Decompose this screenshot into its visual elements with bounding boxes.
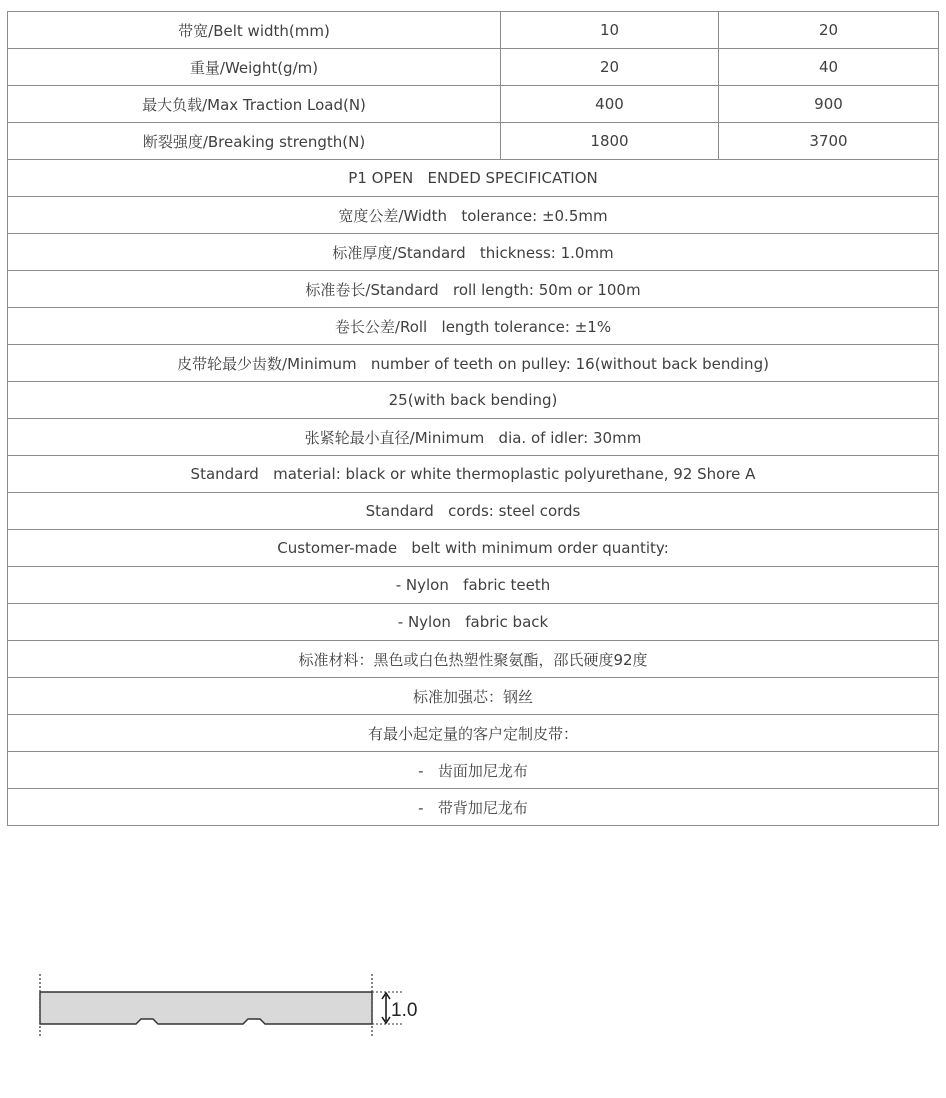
spec-line: - Nylon fabric back [8,604,939,641]
param-value: 1800 [501,123,719,160]
spec-line: Standard material: black or white thermoplastic polyurethane, 92 Shore A [8,456,939,493]
param-value: 40 [719,49,939,86]
spec-row [8,641,939,678]
spec-row [8,604,939,641]
spec-row [8,160,939,197]
table-row [8,49,939,86]
spec-row [8,382,939,419]
param-label: 带宽/Belt width(mm) [8,12,501,49]
spec-line: P1 OPEN ENDED SPECIFICATION [8,160,939,197]
thickness-arrow-icon [382,993,390,1023]
table-row [8,86,939,123]
table-row [8,12,939,49]
spec-row [8,345,939,382]
param-label: 断裂强度/Breaking strength(N) [8,123,501,160]
param-label: 重量/Weight(g/m) [8,49,501,86]
spec-line: Customer-made belt with minimum order quantity: [8,530,939,567]
spec-row [8,530,939,567]
param-value: 900 [719,86,939,123]
spec-row [8,567,939,604]
spec-row [8,493,939,530]
thickness-label: 1.0 [391,1000,418,1021]
spec-line: - 齿面加尼龙布 [8,752,939,789]
spec-row [8,715,939,752]
param-label: 最大负载/Max Traction Load(N) [8,86,501,123]
spec-row [8,419,939,456]
spec-line: 标准加强芯：钢丝 [8,678,939,715]
param-value: 400 [501,86,719,123]
param-value: 3700 [719,123,939,160]
spec-line: - Nylon fabric teeth [8,567,939,604]
param-value: 10 [501,12,719,49]
spec-line: 张紧轮最小直径/Minimum dia. of idler: 30mm [8,419,939,456]
spec-row [8,789,939,826]
spec-line: 标准厚度/Standard thickness: 1.0mm [8,234,939,271]
spec-row [8,456,939,493]
spec-line: 皮带轮最少齿数/Minimum number of teeth on pulley: 16(without back bending) [8,345,939,382]
belt-cross-section [40,992,372,1024]
spec-row [8,678,939,715]
spec-line: 标准材料：黑色或白色热塑性聚氨酯，邵氏硬度92度 [8,641,939,678]
param-value: 20 [501,49,719,86]
spec-line: 标准卷长/Standard roll length: 50m or 100m [8,271,939,308]
spec-row [8,308,939,345]
spec-line: Standard cords: steel cords [8,493,939,530]
spec-row [8,752,939,789]
param-value: 20 [719,12,939,49]
spec-line: 有最小起定量的客户定制皮带： [8,715,939,752]
belt-profile-diagram [30,968,430,1044]
spec-line: 25(with back bending) [8,382,939,419]
spec-line: - 带背加尼龙布 [8,789,939,826]
spec-row [8,271,939,308]
spec-row [8,234,939,271]
spec-line: 宽度公差/Width tolerance: ±0.5mm [8,197,939,234]
spec-line: 卷长公差/Roll length tolerance: ±1% [8,308,939,345]
spec-table [7,11,939,826]
spec-row [8,197,939,234]
table-row [8,123,939,160]
